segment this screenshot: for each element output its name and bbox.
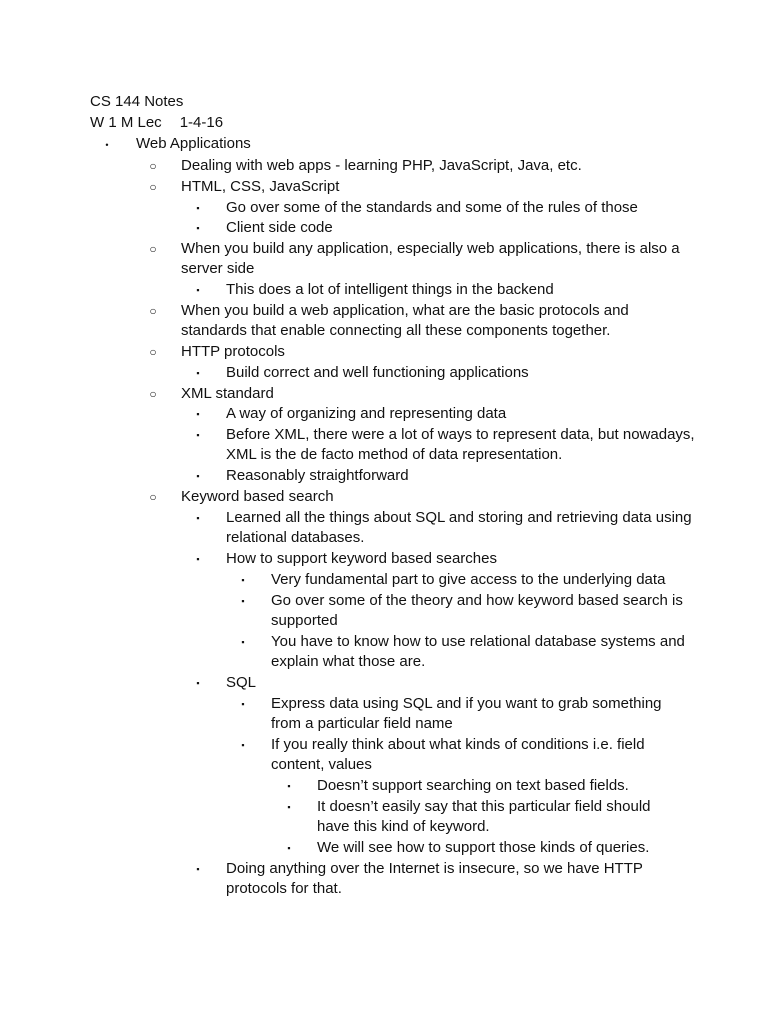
bullet-circle-icon: ○: [149, 180, 157, 194]
bullet-circle-icon: ○: [149, 387, 157, 401]
list-item: ▪ You have to know how to use relational database systems and explain what those are.: [271, 632, 691, 672]
list-item: ▪ Reasonably straightforward: [226, 466, 696, 486]
list-item: ▪ How to support keyword based searches: [226, 549, 696, 569]
list-item: ○ HTML, CSS, JavaScript: [181, 177, 691, 197]
list-item: ▪ We will see how to support those kinds of queries.: [317, 838, 687, 858]
bullet-circle-icon: ○: [149, 242, 157, 256]
list-item: ▪ Doesn’t support searching on text based fields.: [317, 776, 687, 796]
list-item: • Web Applications: [136, 134, 696, 154]
list-item: ▪ Build correct and well functioning applications: [226, 363, 696, 383]
list-item: ▪ This does a lot of intelligent things in the backend: [226, 280, 696, 300]
list-item: ○ Keyword based search: [181, 487, 691, 507]
list-item: ▪ SQL: [226, 673, 696, 693]
bullet-square-icon: ▪: [287, 843, 291, 853]
list-item: ○ Dealing with web apps - learning PHP, JavaScript, Java, etc.: [181, 156, 691, 176]
bullet-square-icon: ▪: [241, 740, 245, 750]
list-item: ○ HTTP protocols: [181, 342, 691, 362]
doc-title: CS 144 Notes: [90, 93, 184, 110]
bullet-square-icon: ▪: [287, 781, 291, 791]
list-item: ▪ If you really think about what kinds of conditions i.e. field content, values: [271, 735, 691, 775]
list-item: ▪ Learned all the things about SQL and storing and retrieving data using relational databases.: [226, 508, 696, 548]
bullet-circle-icon: ○: [149, 345, 157, 359]
list-item: ○ When you build a web application, what are the basic protocols and standards that enable connecting all these components together.: [181, 301, 691, 341]
bullet-square-icon: ▪: [241, 699, 245, 709]
bullet-square-icon: ▪: [196, 409, 200, 419]
bullet-square-icon: ▪: [287, 802, 291, 812]
bullet-square-icon: ▪: [196, 223, 200, 233]
lecture-label: W 1 M Lec: [90, 114, 162, 131]
bullet-square-icon: ▪: [241, 596, 245, 606]
bullet-circle-icon: ○: [149, 490, 157, 504]
bullet-square-icon: ▪: [241, 575, 245, 585]
bullet-square-icon: ▪: [196, 203, 200, 213]
doc-subheader: [90, 113, 223, 133]
list-item: ▪ Doing anything over the Internet is insecure, so we have HTTP protocols for that.: [226, 859, 696, 899]
bullet-square-icon: ▪: [196, 368, 200, 378]
list-item: ○ When you build any application, especially web applications, there is also a server side: [181, 239, 691, 279]
list-item: ○ XML standard: [181, 384, 691, 404]
bullet-square-icon: ▪: [196, 864, 200, 874]
list-item: ▪ Very fundamental part to give access to the underlying data: [271, 570, 691, 590]
bullet-square-icon: ▪: [196, 513, 200, 523]
bullet-circle-icon: ○: [149, 159, 157, 173]
list-item: ▪ Go over some of the standards and some of the rules of those: [226, 198, 696, 218]
bullet-dot-icon: •: [105, 140, 109, 150]
list-item: ▪ Before XML, there were a lot of ways to represent data, but nowadays, XML is the de facto method of data representation.: [226, 425, 696, 465]
list-item: ▪ A way of organizing and representing data: [226, 404, 696, 424]
bullet-square-icon: ▪: [196, 430, 200, 440]
list-item: ▪ It doesn’t easily say that this particular field should have this kind of keyword.: [317, 797, 687, 837]
bullet-circle-icon: ○: [149, 304, 157, 318]
bullet-square-icon: ▪: [241, 637, 245, 647]
list-item: ▪ Go over some of the theory and how keyword based search is supported: [271, 591, 691, 631]
list-item: ▪ Express data using SQL and if you want to grab something from a particular field name: [271, 694, 691, 734]
lecture-date: 1-4-16: [179, 114, 224, 131]
list-item: ▪ Client side code: [226, 218, 696, 238]
bullet-square-icon: ▪: [196, 554, 200, 564]
bullet-square-icon: ▪: [196, 471, 200, 481]
bullet-square-icon: ▪: [196, 285, 200, 295]
bullet-square-icon: ▪: [196, 678, 200, 688]
